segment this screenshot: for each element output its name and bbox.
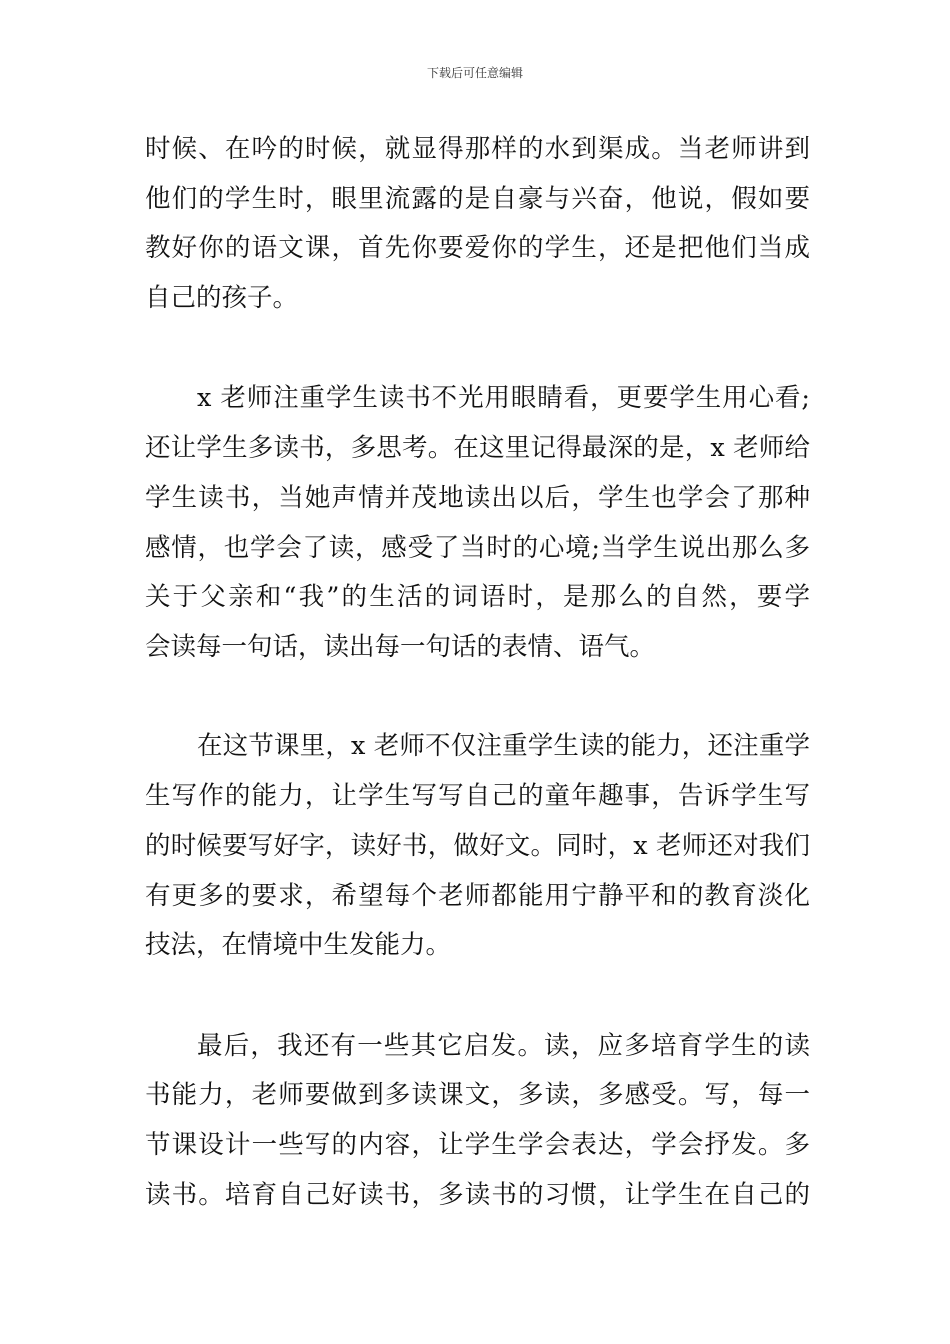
text-line: 关于父亲和“我”的生活的词语时，是那么的自然，要学 — [145, 582, 810, 612]
text-line: 他们的学生时，眼里流露的是自豪与兴奋，他说，假如要 — [145, 184, 810, 214]
text-line: 书能力，老师要做到多读课文，多读，多感受。写，每一 — [145, 1080, 810, 1110]
text-line: 感情，也学会了读，感受了当时的心境;当学生说出那么多 — [145, 533, 810, 563]
text-line: 时候、在吟的时候，就显得那样的水到渠成。当老师讲到 — [145, 134, 810, 164]
text-line: 学生读书，当她声情并茂地读出以后，学生也学会了那种 — [145, 483, 810, 513]
text-line: 自己的孩子。 — [145, 283, 299, 313]
text-line: x 老师注重学生读书不光用眼睛看，更要学生用心看; — [197, 383, 810, 413]
text-line: 还让学生多读书，多思考。在这里记得最深的是，x 老师给 — [145, 433, 810, 463]
text-line: 有更多的要求，希望每个老师都能用宁静平和的教育淡化 — [145, 881, 810, 911]
text-line: 的时候要写好字，读好书，做好文。同时，x 老师还对我们 — [145, 831, 810, 861]
text-line: 读书。培育自己好读书，多读书的习惯，让学生在自己的 — [145, 1180, 810, 1210]
text-line: 在这节课里，x 老师不仅注重学生读的能力，还注重学 — [197, 731, 810, 761]
text-line: 最后，我还有一些其它启发。读，应多培育学生的读 — [197, 1031, 810, 1061]
text-line: 节课设计一些写的内容，让学生学会表达，学会抒发。多 — [145, 1130, 810, 1160]
page-header: 下载后可任意编辑 — [426, 66, 523, 80]
text-line: 教好你的语文课，首先你要爱你的学生，还是把他们当成 — [145, 233, 810, 263]
text-line: 会读每一句话，读出每一句话的表情、语气。 — [145, 632, 656, 662]
text-line: 技法，在情境中生发能力。 — [145, 930, 452, 960]
text-line: 生写作的能力，让学生写写自己的童年趣事，告诉学生写 — [145, 781, 810, 811]
